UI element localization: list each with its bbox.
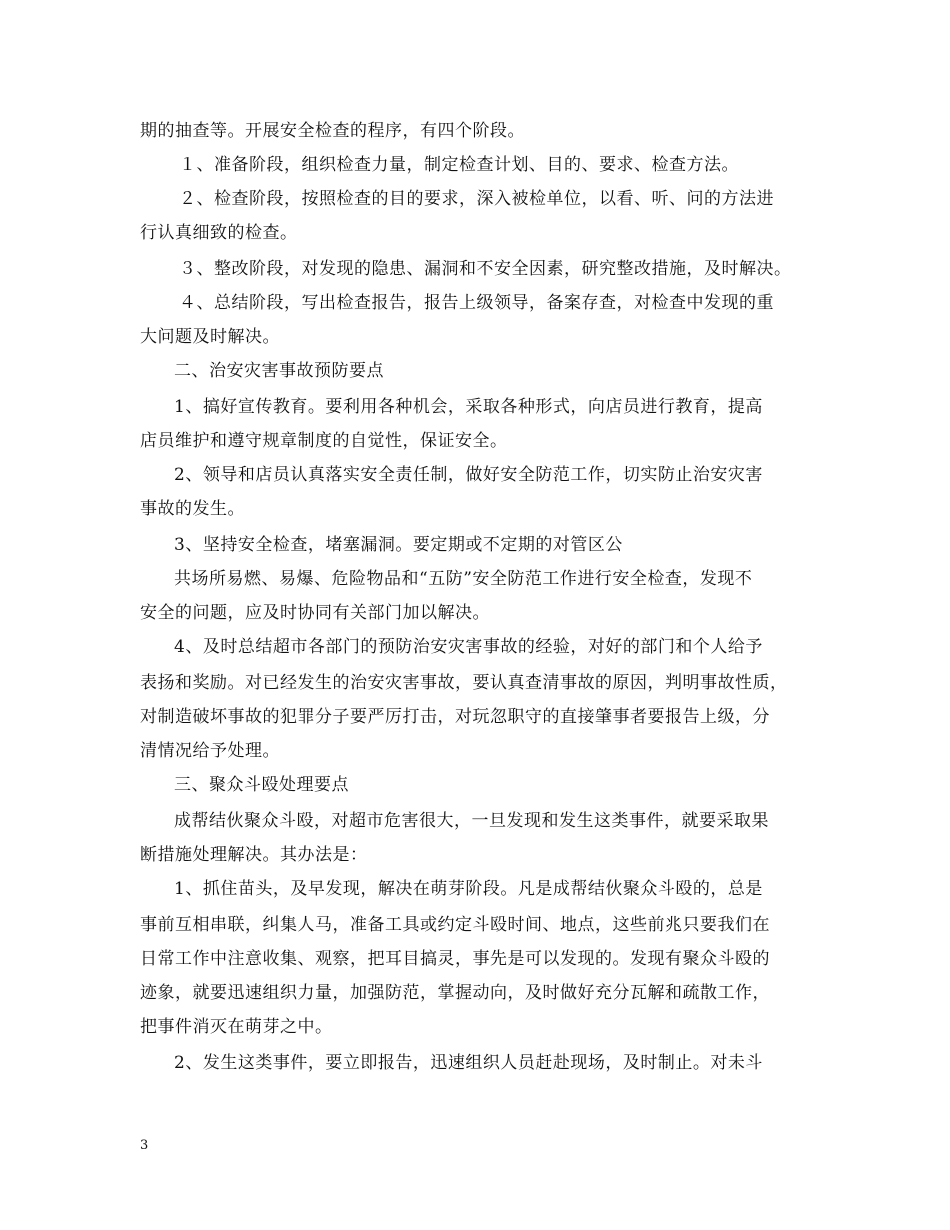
text-line: 1、搞好宣传教育。要利用各种机会，采取各种形式，向店员进行教育，提高 — [174, 397, 763, 417]
text-line: 清情况给予处理。 — [140, 741, 280, 761]
text-line: 2、发生这类事件，要立即报告，迅速组织人员赶赴现场，及时制止。对未斗 — [174, 1053, 763, 1073]
text-line: 日常工作中注意收集、观察，把耳目搞灵，事先是可以发现的。发现有聚众斗殴的 — [140, 949, 770, 969]
text-line: 店员维护和遵守规章制度的自觉性，保证安全。 — [140, 431, 508, 451]
text-line: 安全的问题，应及时协同有关部门加以解决。 — [140, 603, 490, 623]
section-heading: 三、聚众斗殴处理要点 — [174, 775, 349, 795]
text-line: 行认真细致的检查。 — [140, 223, 298, 243]
text-line: 事前互相串联，纠集人马，准备工具或约定斗殴时间、地点，这些前兆只要我们在 — [140, 915, 770, 935]
text-line: 期的抽查等。开展安全检查的程序，有四个阶段。 — [140, 121, 525, 141]
text-line: １、准备阶段，组织检查力量，制定检查计划、目的、要求、检查方法。 — [179, 155, 739, 175]
text-line: 表扬和奖励。对已经发生的治安灾害事故，要认真查清事故的原因，判明事故性质， — [140, 673, 788, 693]
section-heading: 二、治安灾害事故预防要点 — [174, 361, 384, 381]
text-line: ２、检查阶段，按照检查的目的要求，深入被检单位，以看、听、问的方法进 — [179, 189, 774, 209]
page-number: 3 — [140, 1138, 149, 1153]
text-line: 迹象，就要迅速组织力量，加强防范，掌握动向，及时做好充分瓦解和疏散工作， — [140, 983, 770, 1003]
text-line: 4、及时总结超市各部门的预防治安灾害事故的经验，对好的部门和个人给予 — [174, 637, 763, 657]
text-line: 事故的发生。 — [140, 499, 245, 519]
text-line: 共场所易燃、易爆、危险物品和“五防”安全防范工作进行安全检查，发现不 — [174, 569, 753, 589]
text-line: 成帮结伙聚众斗殴，对超市危害很大，一旦发现和发生这类事件，就要采取果 — [174, 811, 769, 831]
text-line: 把事件消灭在萌芽之中。 — [140, 1017, 333, 1037]
text-line: 2、领导和店员认真落实安全责任制，做好安全防范工作，切实防止治安灾害 — [174, 465, 763, 485]
text-line: ４、总结阶段，写出检查报告，报告上级领导，备案存查，对检查中发现的重 — [179, 293, 774, 313]
text-line: 对制造破坏事故的犯罪分子要严厉打击，对玩忽职守的直接肇事者要报告上级，分 — [140, 707, 770, 727]
text-line: 3、坚持安全检查，堵塞漏洞。要定期或不定期的对管区公 — [174, 535, 623, 555]
text-line: 1、抓住苗头，及早发现，解决在萌芽阶段。凡是成帮结伙聚众斗殴的，总是 — [174, 879, 763, 899]
text-line: 大问题及时解决。 — [140, 327, 280, 347]
text-line: 断措施处理解决。其办法是： — [140, 845, 368, 865]
text-line: ３、整改阶段，对发现的隐患、漏洞和不安全因素，研究整改措施，及时解决。 — [179, 259, 792, 279]
